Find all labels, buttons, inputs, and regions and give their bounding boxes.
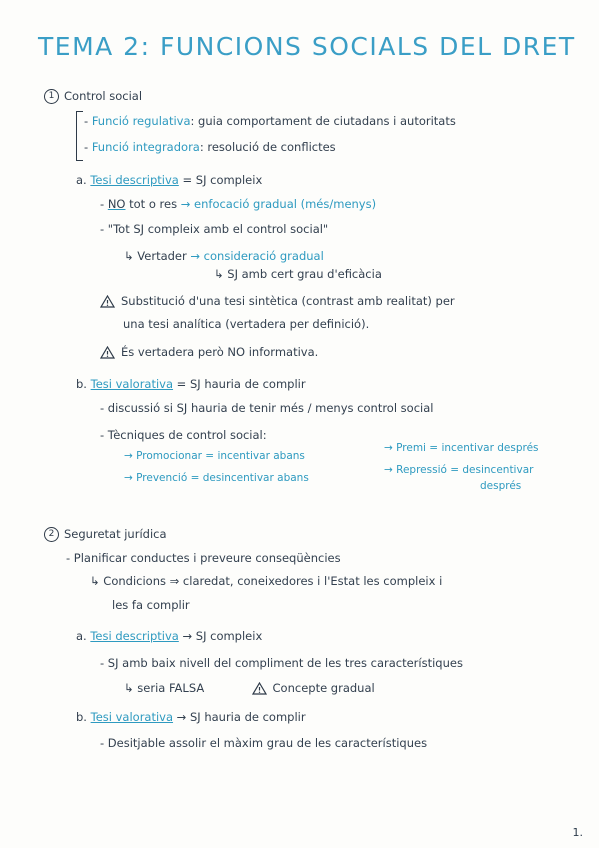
section-number-badge: 1 <box>44 89 59 104</box>
subsection-text: = SJ compleix <box>178 173 263 187</box>
list-item <box>124 249 324 263</box>
list-item: - discussió si SJ hauria de tenir més / menys control social <box>100 401 434 415</box>
subsection-text: → SJ hauria de complir <box>173 710 306 724</box>
item-text: ↳ seria FALSA <box>124 681 205 695</box>
item-label: Funció regulativa <box>91 114 191 128</box>
subsection-label: Tesi valorativa <box>90 377 174 391</box>
warning-icon <box>100 295 115 308</box>
list-item: ↳ SJ amb cert grau d'eficàcia <box>214 267 382 281</box>
warning-note <box>100 294 455 308</box>
technique-item: → Repressió = desincentivar <box>384 464 534 476</box>
warning-icon <box>252 682 267 695</box>
list-item: - "Tot SJ compleix amb el control social" <box>100 222 329 236</box>
section-1-title: Control social <box>64 89 143 103</box>
subsection-text: = SJ hauria de complir <box>173 377 306 391</box>
list-item: - SJ amb baix nivell del compliment de les tres característiques <box>100 656 463 670</box>
item-text: : resolució de conflictes <box>199 140 336 154</box>
item-label: Funció integradora <box>91 140 200 154</box>
list-item: - Funció integradora: resolució de conflictes <box>84 140 336 154</box>
warning-note <box>100 345 318 359</box>
emphasis-no: NO <box>107 197 126 211</box>
section-number-badge: 2 <box>44 527 59 542</box>
subsection-letter: a. <box>76 173 87 187</box>
bracket-divider <box>76 111 83 161</box>
subsection-2b <box>76 710 306 724</box>
list-item: - Desitjable assolir el màxim grau de les característiques <box>100 736 428 750</box>
item-text: ↳ Vertader <box>124 249 191 263</box>
subsection-label: Tesi descriptiva <box>90 629 179 643</box>
item-text: tot o res <box>125 197 181 211</box>
page-number: 1. <box>572 826 583 839</box>
list-item-continued: les fa complir <box>112 598 190 612</box>
item-text: : guia comportament de ciutadans i autoritats <box>190 114 456 128</box>
list-item: - Planificar conductes i preveure conseqüències <box>66 551 341 565</box>
subsection-letter: b. <box>76 710 87 724</box>
subsection-letter: a. <box>76 629 87 643</box>
list-item: ↳ Condicions ⇒ claredat, coneixedores i l'Estat les compleix i <box>90 574 443 588</box>
warning-icon <box>100 346 115 359</box>
list-item: - Tècniques de control social: <box>100 428 267 442</box>
subsection-label: Tesi descriptiva <box>90 173 179 187</box>
technique-item: → Promocionar = incentivar abans <box>124 450 305 462</box>
note-text: És vertadera però NO informativa. <box>121 345 319 359</box>
warning-note-continued: una tesi analítica (vertadera per definició). <box>123 317 370 331</box>
note-text: Concepte gradual <box>272 681 375 695</box>
section-2-heading <box>44 527 167 542</box>
subsection-2a <box>76 629 262 643</box>
technique-item: → Premi = incentivar després <box>384 442 539 454</box>
subsection-1b <box>76 377 306 391</box>
list-item: - Funció regulativa: guia comportament de ciutadans i autoritats <box>84 114 456 128</box>
subsection-letter: b. <box>76 377 87 391</box>
list-item <box>124 681 375 695</box>
subsection-label: Tesi valorativa <box>90 710 174 724</box>
item-highlight: → enfocació gradual (més/menys) <box>180 197 377 211</box>
page-title: TEMA 2: FUNCIONS SOCIALS DEL DRET <box>38 32 576 61</box>
item-highlight: → consideració gradual <box>190 249 324 263</box>
technique-item: → Prevenció = desincentivar abans <box>124 472 309 484</box>
technique-item-continued: després <box>480 480 522 492</box>
note-text: Substitució d'una tesi sintètica (contrast amb realitat) per <box>121 294 455 308</box>
subsection-text: → SJ compleix <box>178 629 263 643</box>
list-item: - NO tot o res → enfocació gradual (més/menys) <box>100 197 377 211</box>
section-1-heading <box>44 89 142 104</box>
section-2-title: Seguretat jurídica <box>64 527 167 541</box>
subsection-1a <box>76 173 262 187</box>
